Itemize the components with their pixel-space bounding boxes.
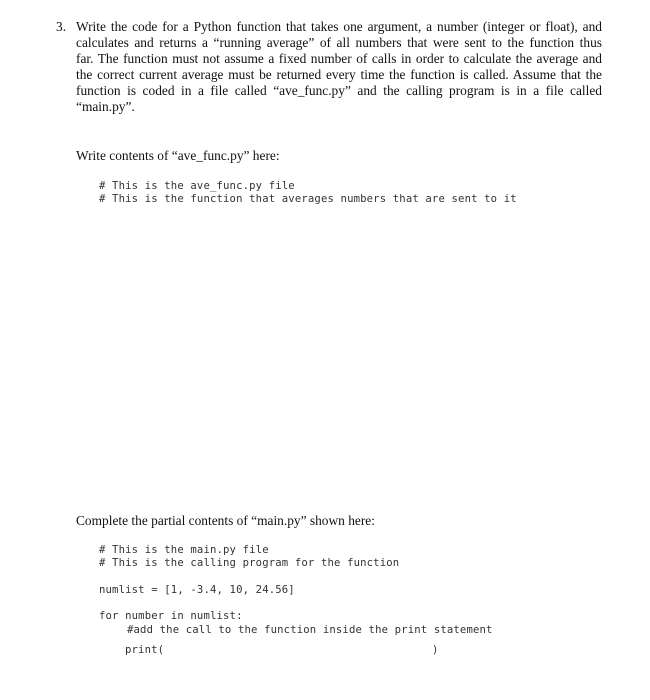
code-line: # This is the main.py file: [99, 544, 269, 556]
code-line: # This is the ave_func.py file: [99, 180, 295, 192]
code-line: for number in numlist:: [99, 610, 243, 622]
question-line: “main.py”.: [76, 99, 135, 114]
question-line: far. The function must not assume a fixed number of calls in order to calculate the average and: [76, 51, 602, 66]
code-line: #add the call to the function inside the print statement: [127, 624, 493, 636]
main-py-heading: Complete the partial contents of “main.py” shown here:: [76, 513, 375, 528]
question-line: calculates and returns a “running average” of all numbers that were sent to the function thus: [76, 35, 602, 50]
print-close: ): [432, 644, 439, 656]
print-open: print(: [125, 644, 165, 656]
question-line: the correct current average must be returned every time the function is called. Assume that the: [76, 67, 602, 82]
code-line: # This is the calling program for the function: [99, 557, 400, 569]
question-line: Write the code for a Python function that takes one argument, a number (integer or float), and: [76, 19, 602, 34]
question-line: function is coded in a file called “ave_func.py” and the calling program is in a file called: [76, 83, 602, 98]
question-number: 3.: [56, 19, 67, 34]
code-line: numlist = [1, -3.4, 10, 24.56]: [99, 584, 295, 596]
code-line: # This is the function that averages numbers that are sent to it: [99, 193, 517, 205]
ave-func-heading: Write contents of “ave_func.py” here:: [76, 148, 280, 163]
